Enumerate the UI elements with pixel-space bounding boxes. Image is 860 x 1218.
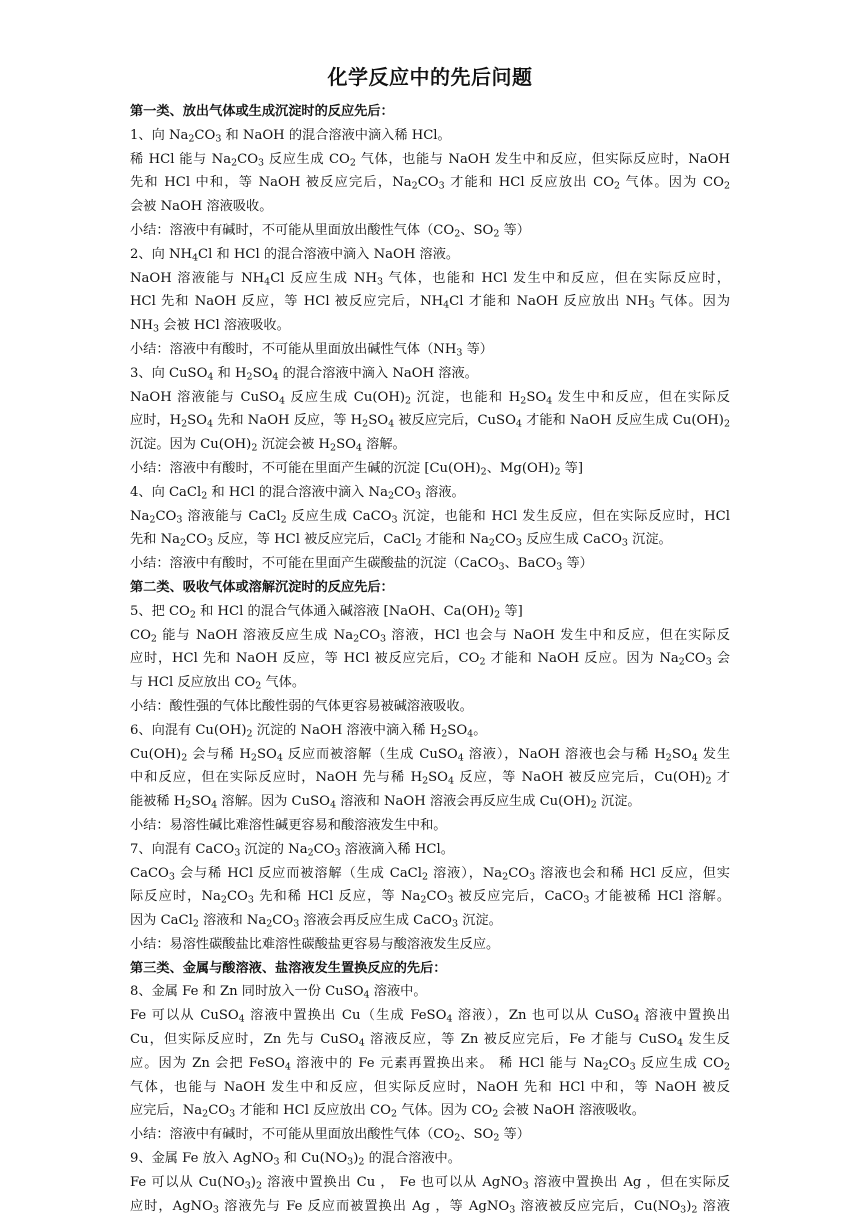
text-line: $Cu(OH)_2$ 会与稀 $H_2SO_4$ 反应而被溶解（生成 CuSO$_4$ 溶液），NaOH 溶液也会与稀 $H_2SO_4$ 发生: [130, 746, 731, 763]
section-heading: 第二类、吸收气体或溶解沉淀时的反应先后：: [130, 579, 394, 595]
document-title: 化学反应中的先后问题: [327, 65, 533, 89]
text-line: 小结：溶液中有酸时，不可能从里面放出碱性气体（$NH_3$ 等）: [130, 341, 493, 359]
text-line: 3、向 CuSO$_4$ 和 $H_2SO_4$ 的混合溶液中滴入 NaOH 溶液。: [130, 365, 478, 383]
text-line: 稀 HCl 能与 $Na_2CO_3$ 反应生成 $CO_2$ 气体，也能与 NaOH 发生中和反应，但实际反应时，NaOH: [130, 151, 730, 168]
text-line: 应完后，$Na_2CO_3$ 才能和 HCl 反应放出 $CO_2$ 气体。因为 $CO_2$ 会被 NaOH 溶液吸收。: [130, 1103, 645, 1120]
text-line: 9、金属 Fe 放入 AgNO$_3$ 和 $Cu(NO_3)_2$ 的混合溶液中。: [130, 1151, 461, 1168]
text-line: 先和 HCl 中和，等 NaOH 被反应完后，$Na_2CO_3$ 才能和 HCl 反应放出 $CO_2$ 气体。因为 $CO_2$: [130, 175, 730, 192]
text-line: 应时，$H_2SO_4$ 先和 NaOH 反应，等 $H_2SO_4$ 被反应完后，CuSO$_4$ 才能和 NaOH 反应生成 $Cu(OH)_2$: [130, 413, 730, 430]
text-line: 小结：溶液中有碱时，不可能从里面放出酸性气体（$CO_2$、$SO_2$ 等）: [130, 222, 530, 240]
text-line: 2、向 $NH_4Cl$ 和 HCl 的混合溶液中滴入 NaOH 溶液。: [130, 246, 460, 264]
text-line: 5、把 $CO_2$ 和 HCl 的混合气体通入碱溶液 [NaOH、$Ca(OH)_2$ 等]: [130, 603, 523, 621]
text-line: NaOH 溶液能与 CuSO$_4$ 反应生成 $Cu(OH)_2$ 沉淀，也能和 $H_2SO_4$ 发生中和反应，但在实际反: [130, 389, 730, 406]
section-heading: 第一类、放出气体或生成沉淀时的反应先后：: [130, 104, 394, 119]
document-body: [130, 100, 730, 1218]
text-line: Cu，但实际反应时，Zn 先与 CuSO$_4$ 溶液反应，等 Zn 被反应完后，Fe 才能与 CuSO$_4$ 发生反: [130, 1032, 730, 1049]
section-heading: 第三类、金属与酸溶液、盐溶液发生置换反应的先后：: [130, 960, 447, 976]
text-line: 小结：酸性强的气体比酸性弱的气体更容易被碱溶液吸收。: [130, 698, 473, 714]
document-page: [130, 60, 730, 1218]
text-line: $Na_2CO_3$ 溶液能与 CaCl$_2$ 反应生成 CaCO$_3$ 沉淀，也能和 HCl 发生反应，但在实际反应时，HCl: [130, 508, 730, 525]
text-line: Fe 可以从 $Cu(NO_3)_2$ 溶液中置换出 Cu ， Fe 也可以从 AgNO$_3$ 溶液中置换出 Ag ，但在实际反: [130, 1174, 730, 1192]
text-line: CaCO$_3$ 会与稀 HCl 反应而被溶解（生成 CaCl$_2$ 溶液），$Na_2CO_3$ 溶液也会和稀 HCl 反应，但实: [130, 865, 730, 882]
text-line: 应时，AgNO$_3$ 溶液先与 Fe 反应而被置换出 Ag ，等 AgNO$_3$ 溶液被反应完后，$Cu(NO_3)_2$ 溶液: [130, 1198, 730, 1216]
text-line: 能被稀 $H_2SO_4$ 溶解。因为 CuSO$_4$ 溶液和 NaOH 溶液会再反应生成 $Cu(OH)_2$ 沉淀。: [130, 794, 641, 811]
text-line: 6、向混有 $Cu(OH)_2$ 沉淀的 NaOH 溶液中滴入稀 $H_2SO_4$。: [130, 722, 487, 740]
text-line: NaOH 溶液能与 $NH_4Cl$ 反应生成 $NH_3$ 气体，也能和 HCl 发生中和反应，但在实际反应时，: [130, 270, 730, 287]
text-line: 应时，HCl 先和 NaOH 反应，等 HCl 被反应完后，$CO_2$ 才能和 NaOH 反应。因为 $Na_2CO_3$ 会: [130, 651, 730, 668]
text-line: 气体，也能与 NaOH 发生中和反应，但实际反应时，NaOH 先和 HCl 中和，等 NaOH 被反: [130, 1079, 730, 1095]
text-line: 小结：易溶性碳酸盐比难溶性碳酸盐更容易与酸溶液发生反应。: [130, 936, 500, 952]
text-line: 8、金属 Fe 和 Zn 同时放入一份 CuSO$_4$ 溶液中。: [130, 984, 427, 1001]
text-line: 小结：溶液中有酸时，不可能在里面产生碱的沉淀 [$Cu(OH)_2$、$Mg(OH)_2$ 等]: [130, 460, 584, 478]
text-line: 应。因为 Zn 会把 FeSO$_4$ 溶液中的 Fe 元素再置换出来。 稀 HCl 能与 $Na_2CO_3$ 反应生成 $CO_2$: [130, 1055, 731, 1073]
text-line: 际反应时，$Na_2CO_3$ 先和稀 HCl 反应，等 $Na_2CO_3$ 被反应完后，CaCO$_3$ 才能被稀 HCl 溶解。: [130, 889, 731, 906]
text-line: 会被 NaOH 溶液吸收。: [130, 199, 273, 215]
text-line: 4、向 CaCl$_2$ 和 HCl 的混合溶液中滴入 $Na_2CO_3$ 溶液。: [130, 484, 465, 502]
text-line: 1、向 $Na_2CO_3$ 和 NaOH 的混合溶液中滴入稀 HCl。: [130, 127, 451, 145]
text-line: 7、向混有 CaCO$_3$ 沉淀的 $Na_2CO_3$ 溶液滴入稀 HCl。: [130, 841, 454, 859]
text-line: $NH_3$ 会被 HCl 溶液吸收。: [130, 318, 290, 335]
text-line: 小结：溶液中有碱时，不可能从里面放出酸性气体（$CO_2$、$SO_2$ 等）: [130, 1127, 530, 1144]
text-line: 先和 $Na_2CO_3$ 反应，等 HCl 被反应完后，CaCl$_2$ 才能和 $Na_2CO_3$ 反应生成 CaCO$_3$ 沉淀。: [130, 532, 672, 549]
text-line: 中和反应，但在实际反应时，NaOH 先与稀 $H_2SO_4$ 反应，等 NaOH 被反应完后，$Cu(OH)_2$ 才: [130, 770, 730, 787]
text-line: 沉淀。因为 $Cu(OH)_2$ 沉淀会被 $H_2SO_4$ 溶解。: [130, 437, 406, 454]
text-line: 小结：溶液中有酸时，不可能在里面产生碳酸盐的沉淀（CaCO$_3$、BaCO$_3$ 等）: [130, 556, 593, 573]
text-line: 与 HCl 反应放出 $CO_2$ 气体。: [130, 675, 306, 692]
text-line: $CO_2$ 能与 NaOH 溶液反应生成 $Na_2CO_3$ 溶液，HCl 也会与 NaOH 发生中和反应，但在实际反: [130, 627, 730, 644]
text-line: 因为 CaCl$_2$ 溶液和 $Na_2CO_3$ 溶液会再反应生成 CaCO$_3$ 沉淀。: [130, 913, 502, 930]
text-line: Fe 可以从 CuSO$_4$ 溶液中置换出 Cu（生成 FeSO$_4$ 溶液），Zn 也可以从 CuSO$_4$ 溶液中置换出: [130, 1008, 730, 1025]
text-line: HCl 先和 NaOH 反应，等 HCl 被反应完后，$NH_4Cl$ 才能和 NaOH 反应放出 $NH_3$ 气体。因为: [130, 294, 731, 311]
text-line: 小结：易溶性碱比难溶性碱更容易和酸溶液发生中和。: [130, 817, 447, 833]
